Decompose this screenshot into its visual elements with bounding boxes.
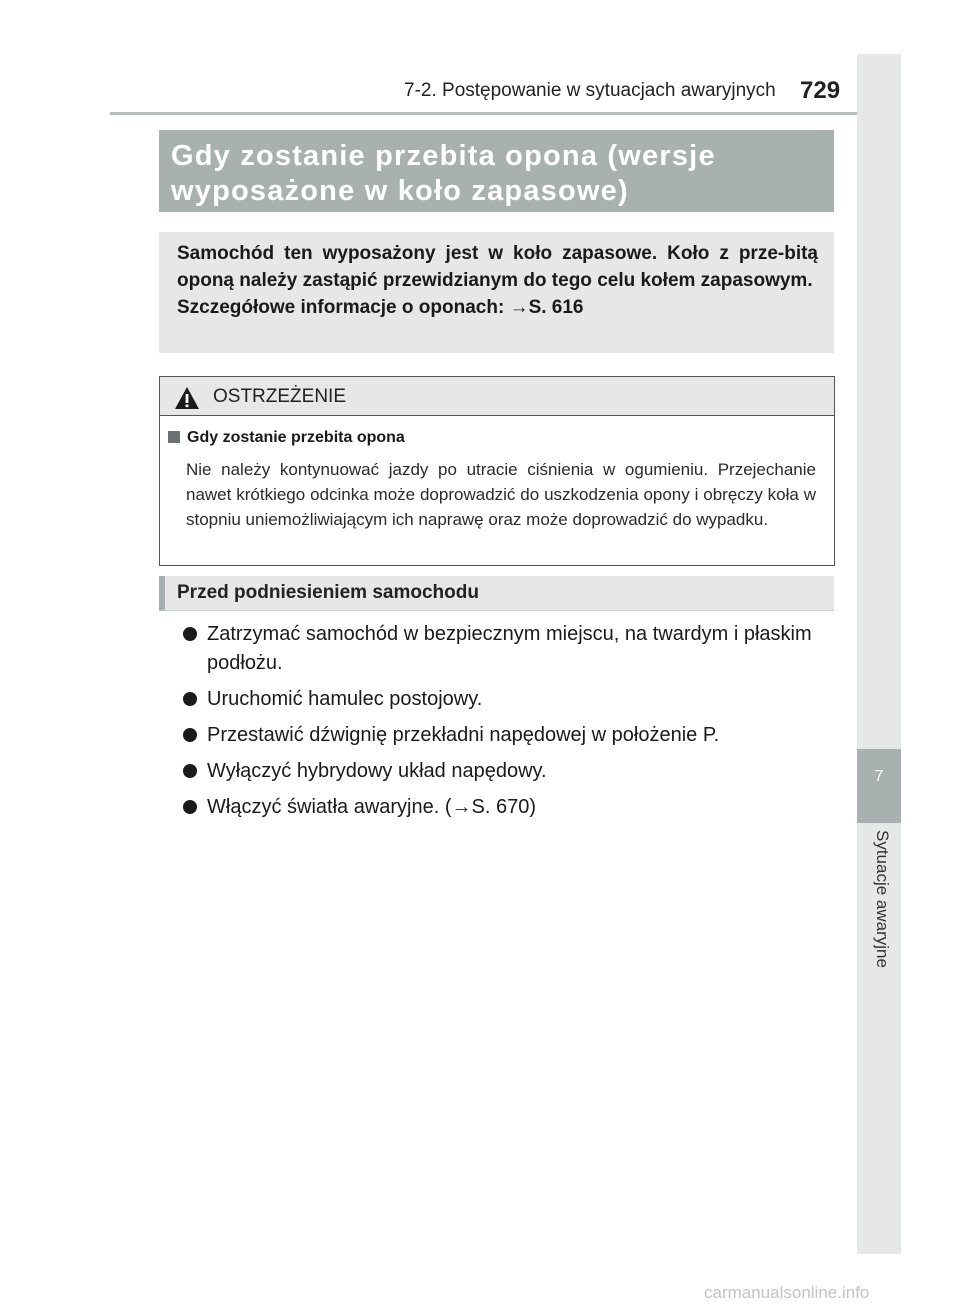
chapter-side-tab	[857, 54, 901, 1254]
bullet-icon	[183, 800, 197, 814]
intro-reference-label: Szczegółowe informacje o oponach:	[177, 297, 505, 318]
running-header-title: 7-2. Postępowanie w sytuacjach awaryjnych	[404, 80, 776, 101]
arrow-right-icon: →	[509, 297, 529, 318]
list-item	[183, 757, 838, 786]
chapter-label: Sytuacje awaryjne	[873, 830, 892, 968]
bullet-icon	[183, 692, 197, 706]
chapter-number: 7	[874, 768, 884, 785]
bullet-icon	[183, 627, 197, 641]
header-divider	[110, 112, 900, 115]
subsection-title: Przed podniesieniem samochodu	[177, 582, 479, 603]
section-title-banner	[159, 130, 834, 212]
warning-subheading-text: Gdy zostanie przebita opona	[187, 429, 405, 446]
chapter-number-box	[857, 749, 901, 823]
step-text: Włączyć światła awaryjne. (→S. 670)	[207, 796, 536, 818]
step-text: Zatrzymać samochód w bezpiecznym miejscu, na twardym i płaskim podłożu.	[207, 623, 812, 674]
intro-box	[159, 232, 834, 353]
list-item	[183, 685, 838, 714]
step-text: Wyłączyć hybrydowy układ napędowy.	[207, 760, 547, 782]
warning-header	[160, 377, 834, 416]
warning-title: OSTRZEŻENIE	[213, 386, 347, 407]
step-text: Przestawić dźwignię przekładni napędowej w położenie P.	[207, 724, 720, 746]
bullet-icon	[183, 728, 197, 742]
intro-reference-page-link[interactable]: S. 616	[528, 297, 584, 318]
subsection-banner	[159, 576, 834, 611]
section-title-line-2: wyposażone w koło zapasowe)	[171, 175, 629, 207]
list-item	[183, 793, 838, 822]
list-item	[183, 721, 838, 750]
list-item	[183, 620, 838, 678]
procedure-steps	[183, 620, 838, 822]
step-text: Uruchomić hamulec postojowy.	[207, 688, 483, 710]
bullet-icon	[183, 764, 197, 778]
warning-text: Nie należy kontynuować jazdy po utracie ciśnienia w ogumieniu. Przejechanie nawet krótkiego odcinka może doprowadzić do uszkodzenia opony i obręczy koła w stopniu uniemożliwiającym ich naprawę oraz może doprowadzić do wypadku.	[186, 460, 816, 529]
warning-box	[159, 376, 835, 566]
square-bullet-icon	[168, 431, 180, 443]
page-number: 729	[800, 77, 841, 104]
watermark: carmanualsonline.info	[704, 1283, 870, 1302]
warning-triangle-icon	[174, 386, 200, 410]
intro-reference	[177, 294, 818, 321]
intro-text: Samochód ten wyposażony jest w koło zapasowe. Koło z prze-bitą oponą należy zastąpić przewidzianym do tego celu kołem zapasowym.	[177, 243, 818, 291]
warning-subheading	[168, 429, 405, 447]
section-title-line-1: Gdy zostanie przebita opona (wersje	[171, 140, 716, 172]
